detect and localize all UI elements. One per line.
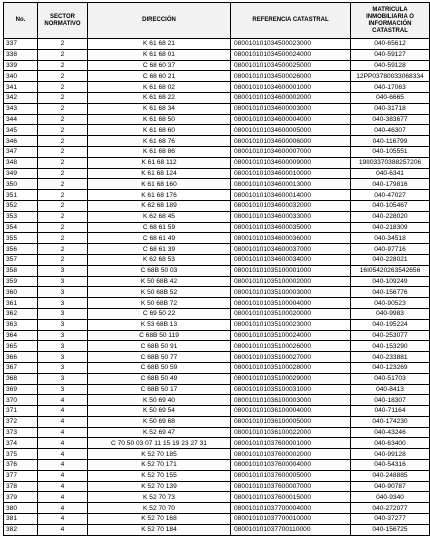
cell-sector: 2	[38, 82, 88, 93]
cell-sector: 3	[38, 298, 88, 309]
table-row	[4, 514, 430, 525]
table-row	[4, 114, 430, 125]
cell-no: 363	[4, 319, 38, 330]
cell-sector: 2	[38, 222, 88, 233]
table-body	[4, 39, 430, 536]
cell-referencia: 080010101035100004000	[231, 298, 351, 309]
cell-matricula: 040-179816	[351, 179, 430, 190]
cell-matricula: 040-59127	[351, 49, 430, 60]
cell-sector: 2	[38, 60, 88, 71]
cell-direccion: K 52 70 185	[88, 449, 231, 460]
cell-sector: 2	[38, 49, 88, 60]
cell-direccion: C 68B 50 59	[88, 362, 231, 373]
cell-direccion: K 61 68 50	[88, 114, 231, 125]
cell-no: 355	[4, 233, 38, 244]
cell-direccion: K 61 68 22	[88, 92, 231, 103]
cell-matricula: 040-156776	[351, 287, 430, 298]
cell-sector: 2	[38, 254, 88, 265]
cell-matricula: 040-59128	[351, 60, 430, 71]
cell-referencia: 080010101034600007000	[231, 146, 351, 157]
cell-referencia: 080010101035100020000	[231, 308, 351, 319]
cell-referencia: 080010101034600033000	[231, 211, 351, 222]
table-row	[4, 524, 430, 535]
cell-direccion: K 50 68B 42	[88, 276, 231, 287]
cell-matricula: 040-9983	[351, 308, 430, 319]
cell-direccion: C 68B 50 77	[88, 352, 231, 363]
cell-referencia: 080010101034600010000	[231, 168, 351, 179]
cell-referencia: 080010101037600004000	[231, 460, 351, 471]
table-row	[4, 503, 430, 514]
cell-no: 361	[4, 298, 38, 309]
cell-matricula: 040-90787	[351, 481, 430, 492]
cell-no: 337	[4, 39, 38, 50]
cell-direccion: C 69 50 22	[88, 308, 231, 319]
cell-no: 341	[4, 82, 38, 93]
cell-referencia: 080010101037600005000	[231, 470, 351, 481]
cell-direccion: K 62 68 53	[88, 254, 231, 265]
cell-referencia: 080010101035100003000	[231, 287, 351, 298]
table-row	[4, 438, 430, 449]
cell-sector: 2	[38, 136, 88, 147]
cell-no: 380	[4, 503, 38, 514]
table-row	[4, 265, 430, 276]
cell-no: 356	[4, 244, 38, 255]
cell-no: 338	[4, 49, 38, 60]
cell-direccion: C 68 60 37	[88, 60, 231, 71]
cell-no: 340	[4, 71, 38, 82]
cell-referencia: 080010101037700010000	[231, 514, 351, 525]
cell-direccion: K 62 68 189	[88, 200, 231, 211]
cell-direccion: K 61 68 86	[88, 146, 231, 157]
cell-matricula: 040-228021	[351, 254, 430, 265]
cell-sector: 2	[38, 233, 88, 244]
cell-sector: 3	[38, 319, 88, 330]
cell-matricula: 040-218309	[351, 222, 430, 233]
table-row	[4, 200, 430, 211]
table-row	[4, 92, 430, 103]
cell-direccion: K 61 68 21	[88, 39, 231, 50]
cell-matricula: 040-90523	[351, 298, 430, 309]
cell-referencia: 080010101034500023000	[231, 39, 351, 50]
cadastral-table-sheet	[3, 2, 430, 536]
cell-no: 368	[4, 373, 38, 384]
cell-sector: 2	[38, 103, 88, 114]
cell-referencia: 080010101035100027000	[231, 352, 351, 363]
cell-referencia: 080010101034600014000	[231, 190, 351, 201]
table-row	[4, 233, 430, 244]
cell-matricula: 040-97716	[351, 244, 430, 255]
table-row	[4, 71, 430, 82]
cell-referencia: 080010101034600036000	[231, 233, 351, 244]
cell-sector: 4	[38, 427, 88, 438]
cell-no: 373	[4, 427, 38, 438]
cell-referencia: 080010101034600003000	[231, 103, 351, 114]
cell-direccion: K 61 68 112	[88, 157, 231, 168]
header-no: No.	[4, 3, 38, 39]
cell-referencia: 080010101034600002000	[231, 92, 351, 103]
cell-referencia: 080010101034600006000	[231, 136, 351, 147]
cell-referencia: 080010101035100029000	[231, 373, 351, 384]
cell-referencia: 080010101034600034000	[231, 254, 351, 265]
table-row	[4, 492, 430, 503]
cell-referencia: 080010101036100003000	[231, 395, 351, 406]
table-row	[4, 308, 430, 319]
cell-direccion: C 68B 50 119	[88, 330, 231, 341]
cell-matricula: 040-6341	[351, 168, 430, 179]
cell-no: 359	[4, 276, 38, 287]
cell-direccion: K 50 69 54	[88, 406, 231, 417]
cell-no: 360	[4, 287, 38, 298]
cell-direccion: K 61 68 124	[88, 168, 231, 179]
cell-direccion: K 52 70 155	[88, 470, 231, 481]
cell-direccion: K 50 69 68	[88, 416, 231, 427]
cell-matricula: 040-272077	[351, 503, 430, 514]
cell-direccion: C 68B 50 17	[88, 384, 231, 395]
cell-referencia: 080010101035100023000	[231, 319, 351, 330]
cell-sector: 4	[38, 449, 88, 460]
cell-sector: 3	[38, 352, 88, 363]
cell-matricula: 040-43246	[351, 427, 430, 438]
cell-direccion: C 70 50 03 07 11 15 19 23 27 31	[88, 438, 231, 449]
table-row	[4, 254, 430, 265]
cell-direccion: K 61 68 02	[88, 82, 231, 93]
cell-direccion: K 52 70 171	[88, 460, 231, 471]
table-row	[4, 39, 430, 50]
cell-referencia: 080010101037700004000	[231, 503, 351, 514]
header-sector: SECTOR NORMATIVO	[38, 3, 88, 39]
cell-sector: 2	[38, 190, 88, 201]
cell-no: 364	[4, 330, 38, 341]
cell-matricula: 040-195224	[351, 319, 430, 330]
cell-direccion: K 53 68B 13	[88, 319, 231, 330]
cell-sector: 4	[38, 395, 88, 406]
cell-no: 348	[4, 157, 38, 168]
table-row	[4, 481, 430, 492]
cell-no: 350	[4, 179, 38, 190]
table-row	[4, 125, 430, 136]
table-row	[4, 449, 430, 460]
cell-direccion: C 68 61 49	[88, 233, 231, 244]
cell-matricula: 040-8413	[351, 384, 430, 395]
cell-direccion: K 52 70 139	[88, 481, 231, 492]
cell-matricula: 040-71164	[351, 406, 430, 417]
header-direccion: DIRECCIÓN	[88, 3, 231, 39]
cell-no: 353	[4, 211, 38, 222]
cell-sector: 2	[38, 39, 88, 50]
table-row	[4, 298, 430, 309]
cell-matricula: 040-105551	[351, 146, 430, 157]
cell-direccion: C 68B 50 49	[88, 373, 231, 384]
cell-sector: 3	[38, 308, 88, 319]
cell-referencia: 080010101034600037000	[231, 244, 351, 255]
cell-no: 347	[4, 146, 38, 157]
cell-matricula: 040-116799	[351, 136, 430, 147]
cell-no: 362	[4, 308, 38, 319]
table-row	[4, 222, 430, 233]
table-row	[4, 416, 430, 427]
cell-sector: 2	[38, 114, 88, 125]
cell-matricula: 040-9340	[351, 492, 430, 503]
table-row	[4, 276, 430, 287]
header-referencia: REFERENCIA CATASTRAL	[231, 3, 351, 39]
cell-matricula: 040-153290	[351, 341, 430, 352]
cell-referencia: 080010101034600005000	[231, 125, 351, 136]
cell-direccion: K 50 68B 72	[88, 298, 231, 309]
table-row	[4, 82, 430, 93]
cell-no: 378	[4, 481, 38, 492]
cell-sector: 3	[38, 362, 88, 373]
cell-matricula: 040-18307	[351, 395, 430, 406]
cell-no: 374	[4, 438, 38, 449]
cell-sector: 3	[38, 265, 88, 276]
cell-no: 371	[4, 406, 38, 417]
cell-referencia: 080010101035100026000	[231, 341, 351, 352]
cell-sector: 2	[38, 244, 88, 255]
cell-sector: 3	[38, 276, 88, 287]
cell-matricula: 040-233881	[351, 352, 430, 363]
table-row	[4, 103, 430, 114]
cell-sector: 4	[38, 514, 88, 525]
table-row	[4, 470, 430, 481]
cell-sector: 2	[38, 157, 88, 168]
cell-no: 354	[4, 222, 38, 233]
cell-direccion: C 68B 50 03	[88, 265, 231, 276]
table-row	[4, 190, 430, 201]
cell-sector: 3	[38, 287, 88, 298]
cell-referencia: 080010101034600035000	[231, 222, 351, 233]
cell-referencia: 080010101037600007000	[231, 481, 351, 492]
cell-direccion: K 52 69 47	[88, 427, 231, 438]
cell-sector: 3	[38, 373, 88, 384]
table-row	[4, 330, 430, 341]
cell-no: 370	[4, 395, 38, 406]
cell-matricula: 040-248885	[351, 470, 430, 481]
cell-sector: 4	[38, 470, 88, 481]
cell-sector: 2	[38, 71, 88, 82]
cell-referencia: 080010101035100024000	[231, 330, 351, 341]
cell-matricula: 16I05420263542656	[351, 265, 430, 276]
cell-matricula: 040-99128	[351, 449, 430, 460]
cell-matricula: 040-174230	[351, 416, 430, 427]
cell-matricula: 040-6665	[351, 92, 430, 103]
cell-referencia: 080010101034600004000	[231, 114, 351, 125]
cell-direccion: K 52 70 73	[88, 492, 231, 503]
cell-sector: 3	[38, 330, 88, 341]
cell-direccion: C 68 60 21	[88, 71, 231, 82]
table-row	[4, 373, 430, 384]
cell-sector: 4	[38, 492, 88, 503]
cell-sector: 2	[38, 125, 88, 136]
cell-no: 382	[4, 524, 38, 535]
cell-no: 352	[4, 200, 38, 211]
cell-direccion: K 61 68 60	[88, 125, 231, 136]
cell-no: 365	[4, 341, 38, 352]
table-row	[4, 384, 430, 395]
table-row	[4, 395, 430, 406]
cell-matricula: 040-228020	[351, 211, 430, 222]
cell-no: 366	[4, 352, 38, 363]
cell-referencia: 080010101034500025000	[231, 60, 351, 71]
cell-no: 358	[4, 265, 38, 276]
table-row	[4, 287, 430, 298]
cell-no: 372	[4, 416, 38, 427]
cell-matricula: 040-51703	[351, 373, 430, 384]
cell-direccion: K 50 69 40	[88, 395, 231, 406]
table-row	[4, 427, 430, 438]
cell-referencia: 080010101034600013000	[231, 179, 351, 190]
header-row	[4, 3, 430, 39]
cell-direccion: C 68 61 59	[88, 222, 231, 233]
cell-referencia: 080010101036100005000	[231, 416, 351, 427]
cell-sector: 2	[38, 200, 88, 211]
cell-no: 349	[4, 168, 38, 179]
cell-referencia: 080010101034600032000	[231, 200, 351, 211]
cell-no: 351	[4, 190, 38, 201]
table-row	[4, 211, 430, 222]
cell-direccion: K 61 68 160	[88, 179, 231, 190]
cell-sector: 3	[38, 341, 88, 352]
table-row	[4, 136, 430, 147]
cell-matricula: 040-17063	[351, 82, 430, 93]
cell-matricula: 040-156725	[351, 524, 430, 535]
cell-direccion: K 61 68 176	[88, 190, 231, 201]
cell-matricula: 040-253077	[351, 330, 430, 341]
cell-sector: 4	[38, 524, 88, 535]
cell-sector: 4	[38, 503, 88, 514]
cell-matricula: 040-109249	[351, 276, 430, 287]
cell-referencia: 080010101034600001000	[231, 82, 351, 93]
cell-sector: 4	[38, 438, 88, 449]
cell-matricula: 040-383677	[351, 114, 430, 125]
cell-referencia: 080010101035100001000	[231, 265, 351, 276]
cell-direccion: K 52 70 184	[88, 524, 231, 535]
cell-matricula: 040-37277	[351, 514, 430, 525]
table-row	[4, 146, 430, 157]
cell-no: 345	[4, 125, 38, 136]
cell-no: 381	[4, 514, 38, 525]
cell-sector: 2	[38, 92, 88, 103]
cell-no: 342	[4, 92, 38, 103]
cell-no: 377	[4, 470, 38, 481]
cell-no: 357	[4, 254, 38, 265]
cadastral-table	[3, 2, 430, 536]
cell-direccion: C 68B 50 91	[88, 341, 231, 352]
cell-direccion: K 50 68B 52	[88, 287, 231, 298]
cell-matricula: 19II03370388257206	[351, 157, 430, 168]
cell-direccion: K 61 68 76	[88, 136, 231, 147]
cell-no: 339	[4, 60, 38, 71]
table-row	[4, 362, 430, 373]
table-row	[4, 319, 430, 330]
cell-matricula: 040-46307	[351, 125, 430, 136]
cell-sector: 3	[38, 384, 88, 395]
cell-referencia: 080010101037600001000	[231, 438, 351, 449]
table-row	[4, 168, 430, 179]
cell-matricula: 040-54316	[351, 460, 430, 471]
cell-referencia: 080010101036100004000	[231, 406, 351, 417]
cell-no: 367	[4, 362, 38, 373]
cell-matricula: 040-47027	[351, 190, 430, 201]
table-row	[4, 244, 430, 255]
cell-sector: 2	[38, 179, 88, 190]
cell-matricula: 040-34518	[351, 233, 430, 244]
cell-no: 379	[4, 492, 38, 503]
cell-no: 346	[4, 136, 38, 147]
cell-sector: 4	[38, 406, 88, 417]
table-row	[4, 49, 430, 60]
table-row	[4, 60, 430, 71]
cell-referencia: 080010101037600002000	[231, 449, 351, 460]
cell-matricula: 040-65612	[351, 39, 430, 50]
cell-referencia: 080010101034500024000	[231, 49, 351, 60]
cell-direccion: K 62 68 45	[88, 211, 231, 222]
cell-matricula: 040-63400	[351, 438, 430, 449]
cell-referencia: 080010101036100022000	[231, 427, 351, 438]
table-row	[4, 460, 430, 471]
cell-direccion: C 68 61 39	[88, 244, 231, 255]
cell-referencia: 080010101035100002000	[231, 276, 351, 287]
table-row	[4, 352, 430, 363]
cell-matricula: 040-123269	[351, 362, 430, 373]
cell-sector: 4	[38, 416, 88, 427]
cell-referencia: 080010101034500026000	[231, 71, 351, 82]
table-row	[4, 406, 430, 417]
cell-no: 369	[4, 384, 38, 395]
cell-sector: 4	[38, 481, 88, 492]
table-row	[4, 341, 430, 352]
cell-referencia: 080010101037700110000	[231, 524, 351, 535]
cell-matricula: 040-105467	[351, 200, 430, 211]
cell-referencia: 080010101035100028000	[231, 362, 351, 373]
cell-referencia: 080010101035100031000	[231, 384, 351, 395]
cell-matricula: 12PP03780033068334	[351, 71, 430, 82]
cell-referencia: 080010101037600015000	[231, 492, 351, 503]
cell-no: 344	[4, 114, 38, 125]
header-matricula: MATRICULA INMOBILIARIA O INFORMACIÓN CATASTRAL	[351, 3, 430, 39]
cell-direccion: K 52 70 168	[88, 514, 231, 525]
cell-direccion: K 52 70 70	[88, 503, 231, 514]
cell-sector: 2	[38, 146, 88, 157]
cell-sector: 4	[38, 460, 88, 471]
cell-sector: 2	[38, 168, 88, 179]
cell-no: 343	[4, 103, 38, 114]
table-row	[4, 179, 430, 190]
cell-no: 376	[4, 460, 38, 471]
cell-sector: 2	[38, 211, 88, 222]
cell-direccion: K 61 68 01	[88, 49, 231, 60]
cell-referencia: 080010101034600009000	[231, 157, 351, 168]
cell-direccion: K 61 68 34	[88, 103, 231, 114]
cell-no: 375	[4, 449, 38, 460]
cell-matricula: 040-31718	[351, 103, 430, 114]
table-row	[4, 157, 430, 168]
